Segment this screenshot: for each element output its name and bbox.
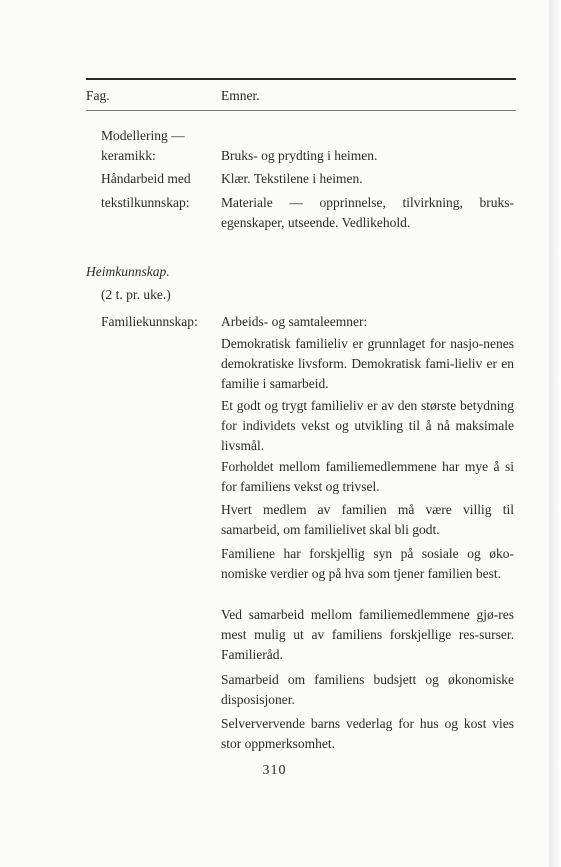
section-title: Heimkunnskap. (86, 264, 170, 279)
page-number: 310 (262, 763, 287, 778)
paragraph: Hvert medlem av familien må være villig til samarbeid, om familielivet skal bli godt. (221, 502, 514, 537)
topics-intro: Arbeids- og samtaleemner: (221, 314, 368, 329)
subject-modellering-line2: keramikk: (101, 148, 156, 163)
paragraph: Selververvende barns vederlag for hus og kost vies stor oppmerksomhet. (221, 716, 514, 751)
paragraph: Ved samarbeid mellom familiemedlemmene gjø-res mest mulig ut av familiens forskjellige res-surser. Familieråd. (221, 607, 514, 662)
topic-handarbeid-2: Materiale — opprinnelse, tilvirkning, bruks-egenskaper, utseende. Vedlikehold. (221, 195, 514, 230)
topic-handarbeid-1: Klær. Tekstilene i heimen. (221, 171, 363, 186)
subject-handarbeid-line2: tekstilkunnskap: (101, 195, 190, 210)
header-emner: Emner. (221, 88, 260, 103)
subject-familiekunnskap: Familiekunnskap: (101, 314, 198, 329)
subject-handarbeid-line1: Håndarbeid med (101, 171, 191, 186)
subject-modellering-line1: Modellering — (101, 128, 185, 143)
paragraph: Forholdet mellom familiemedlemmene har mye å si for familiens vekst og trivsel. (221, 459, 514, 494)
topic-modellering: Bruks- og prydting i heimen. (221, 148, 378, 163)
paragraph: Demokratisk familieliv er grunnlaget for nasjo-nenes demokratiske livsform. Demokratisk fami-lieliv er en familie i samarbeid. (221, 336, 514, 391)
header-top-rule (86, 78, 516, 80)
paragraph: Familiene har forskjellig syn på sosiale og øko-nomiske verdier og på hva som tjener familien best. (221, 546, 514, 581)
paragraph: Et godt og trygt familieliv er av den største betydning for individets vekst og utvikling til å nå maksimale livsmål. (221, 398, 514, 453)
paragraph: Samarbeid om familiens budsjett og økonomiske disposisjoner. (221, 672, 514, 707)
section-hours: (2 t. pr. uke.) (101, 287, 171, 302)
header-fag: Fag. (86, 88, 110, 103)
header-bottom-rule (86, 110, 516, 111)
page-edge (549, 0, 561, 867)
